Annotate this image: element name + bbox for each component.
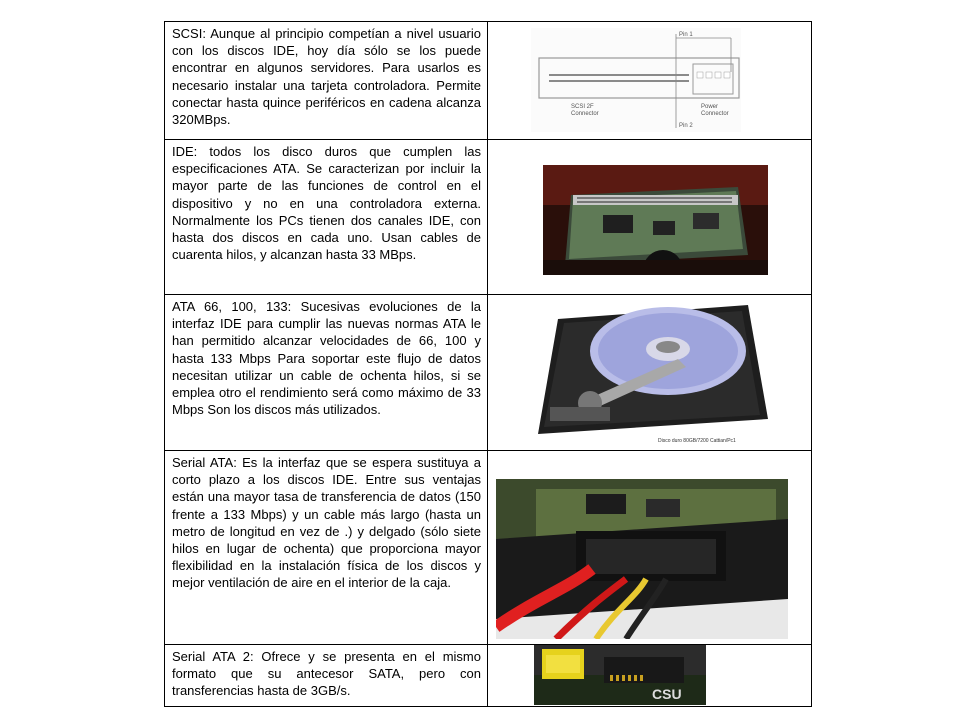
scsi-connector-label-2: Connector: [571, 111, 599, 117]
table-row-ata: [165, 295, 812, 451]
image-cell-scsi: [488, 22, 812, 140]
image-cell-ide: [488, 140, 812, 295]
scsi-connector-label-1: SCSI 2F: [571, 104, 594, 110]
text-cell-ata: [165, 295, 488, 451]
text-cell-serial-ata: [165, 451, 488, 645]
watermark-text: CSU: [652, 686, 682, 702]
serial-ata-description: Serial ATA: Es la interfaz que se espera sustituya a corto plazo a los discos IDE. Entre sus ventajas están una mayor tasa de transferencia de datos (150 frente a 133 Mbps) y un cable más largo (hasta un metro de longitud en vez de .) y delgado (sólo siete hilos en lugar de ochenta) que proporciona mayor flexibilidad en la instalación física de los discos y mejor ventilación de aire en el interior de la caja.: [172, 455, 481, 591]
table-row-ide: [165, 140, 812, 295]
text-cell-ide: [165, 140, 488, 295]
power-connector-label-1: Power: [701, 104, 719, 110]
text-cell-scsi: [165, 22, 488, 140]
pin2-label: Pin 2: [679, 123, 693, 129]
table-row-serial-ata: [165, 451, 812, 645]
image-cell-serial-ata-2: [488, 645, 812, 707]
ide-description: IDE: todos los disco duros que cumplen las especificaciones ATA. Se caracterizan por incluir la mayor parte de las funciones de control en el dispositivo y no en una controladora externa. Normalmente los PCs tienen dos canales IDE, con hasta dos discos en cada uno. Usan cables de cuarenta hilos, y alcanzan hasta 33 MBps.: [172, 144, 481, 263]
interfaces-table: [164, 21, 812, 707]
image-cell-ata: [488, 295, 812, 451]
serial-ata-cable-photo: [496, 479, 788, 639]
ata-description: ATA 66, 100, 133: Sucesivas evoluciones de la interfaz IDE para cumplir las nuevas normas ATA le han permitido alcanzar velocidades de 66, 100 y hasta 133 Mbps Para soportar este flujo de datos necesitan utilizar un cable de ochenta hilos, si se emplea otro el rendimiento será como máximo de 33 Mbps Son los discos más utilizados.: [172, 299, 481, 418]
table-row-serial-ata-2: [165, 645, 812, 707]
ata-photo-caption: Disco duro 80GB/7200 Cattian/Pc1: [658, 438, 736, 444]
text-cell-serial-ata-2: [165, 645, 488, 707]
scsi-connector-diagram: [531, 28, 741, 132]
pin1-label: Pin 1: [679, 32, 693, 38]
ata-hard-drive-photo: [528, 299, 774, 447]
image-cell-serial-ata: [488, 451, 812, 645]
power-connector-label-2: Connector: [701, 111, 729, 117]
serial-ata-2-description: Serial ATA 2: Ofrece y se presenta en el mismo formato que su antecesor SATA, pero con transferencias hasta de 3GB/s.: [172, 649, 481, 699]
table-row-scsi: [165, 22, 812, 140]
serial-ata-2-connector-photo: [534, 645, 706, 705]
ide-hard-drive-photo: [543, 165, 768, 275]
scsi-description: SCSI: Aunque al principio competían a nivel usuario con los discos IDE, hoy día sólo se los puede encontrar en algunos servidores. Para usarlos es necesario instalar una tarjeta controladora. Permite conectar hasta quince periféricos en cadena alcanza 320MBps.: [172, 26, 481, 128]
